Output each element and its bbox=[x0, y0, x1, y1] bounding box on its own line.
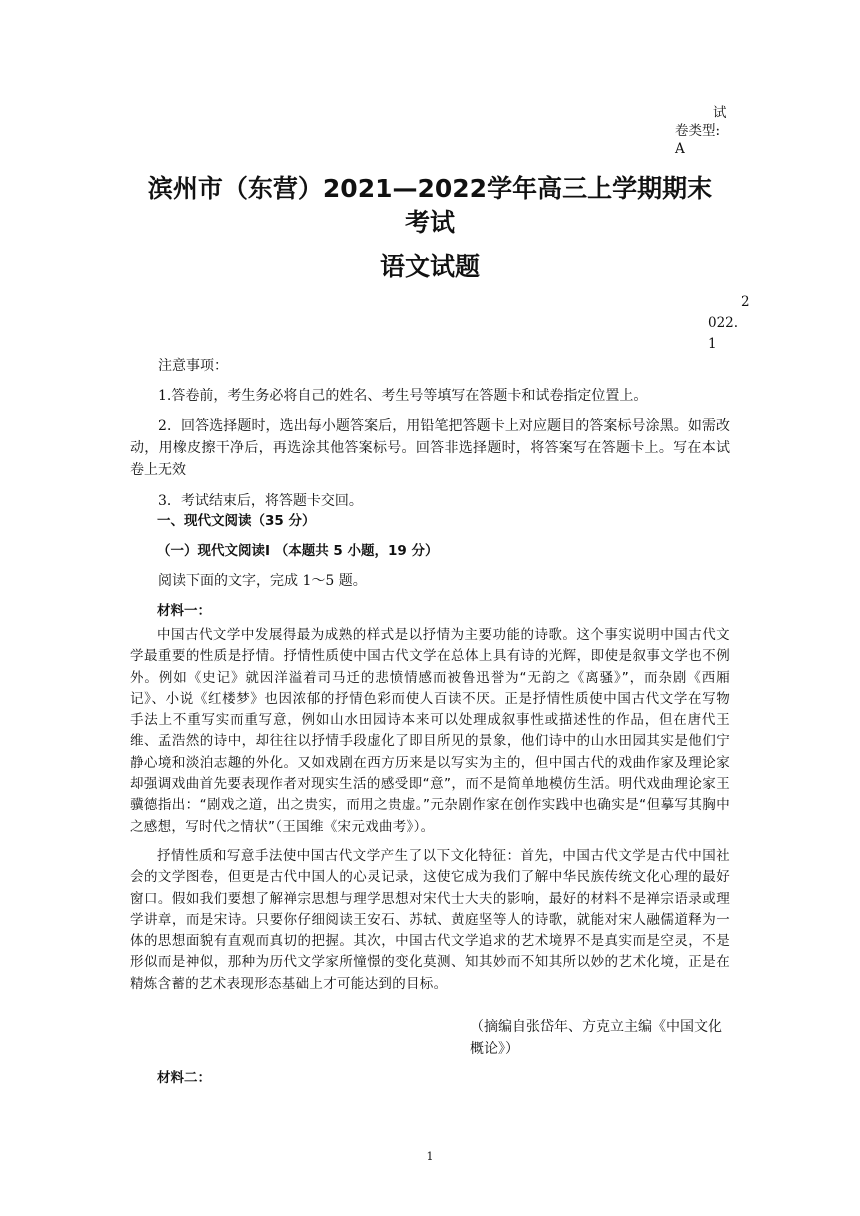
material1-paragraph-2: 抒情性质和写意手法使中国古代文学产生了以下文化特征：首先，中国古代文学是古代中国社会的文学图卷，但更是古代中国人的心灵记录，这使它成为我们了解中华民族传统文化心理的最好窗口。假如我们要想了解禅宗思想与理学思想对宋代士大夫的影响，最好的材料不是禅宗语录或理学讲章，而是宋诗。只要你仔细阅读王安石、苏轼、黄庭坚等人的诗歌，就能对宋人融儒道释为一体的思想面貌有直观而真切的把握。其次，中国古代文学追求的艺术境界不是真实而是空灵，不是形似而是神似，那种为历代文学家所憧憬的变化莫测、知其妙而不知其所以妙的艺术化境，正是在精炼含蓄的艺术表现形态基础上才可能达到的目标。 bbox=[130, 847, 730, 992]
notice-section bbox=[130, 355, 730, 512]
material2-label: 材料二： bbox=[157, 1070, 211, 1086]
material2-block bbox=[130, 1067, 730, 1089]
paper-type-line3: A bbox=[675, 141, 685, 157]
material1-label: 材料一： bbox=[157, 603, 211, 619]
exam-title-line2: 考试 bbox=[404, 208, 455, 237]
paper-type-line2: 卷类型: bbox=[675, 123, 721, 139]
reading-instruction: 阅读下面的文字，完成 1～5 题。 bbox=[158, 573, 367, 589]
subject-title: 语文试题 bbox=[379, 252, 480, 281]
page-number: 1 bbox=[426, 1150, 434, 1163]
material1-paragraph-1: 中国古代文学中发展得最为成熟的样式是以抒情为主要功能的诗歌。这个事实说明中国古代文学最重要的性质是抒情。抒情性质使中国古代文学在总体上具有诗的光辉，即使是叙事文学也不例外。例如《史记》就因洋溢着司马迁的悲愤情感而被鲁迅誉为“无韵之《离骚》”，而杂剧《西厢记》、小说《红楼梦》也因浓郁的抒情色彩而使人百读不厌。正是抒情性质使中国古代文学在写物手法上不重写实而重写意，例如山水田园诗本来可以处理成叙事性或描述性的作品，但在唐代王维、孟浩然的诗中，却往往以抒情手段虚化了即目所见的景象，他们诗中的山水田园其实是他们宁静心境和淡泊志趣的外化。又如戏剧在西方历来是以写实为主的，但中国古代的戏曲作家及理论家却强调戏曲首先要表现作者对现实生活的感受即“意”，而不是简单地模仿生活。明代戏曲理论家王骥德指出：“剧戏之道，出之贵实，而用之贵虚。”元杂剧作家在创作实践中也确实是“但摹写其胸中之感想，写时代之情状”（王国维《宋元戏曲考》）。 bbox=[130, 627, 730, 835]
notice-item-2: 2．回答选择题时，选出每小题答案后，用铅笔把答题卡上对应题目的答案标号涂黑。如需改动，用橡皮擦干净后，再选涂其他答案标号。回答非选择题时，将答案写在答题卡上。写在本试卷上无效 bbox=[130, 418, 730, 478]
material1-body bbox=[130, 625, 730, 995]
exam-date-line3: 1 bbox=[708, 336, 717, 352]
paper-type-line1: 试 bbox=[713, 105, 727, 121]
section1-subheading: （一）现代文阅读Ⅰ （本题共 5 小题，19 分） bbox=[157, 543, 439, 559]
exam-date-line1: 2 bbox=[741, 294, 750, 310]
section1-heading: 一、现代文阅读（35 分） bbox=[157, 513, 316, 529]
notice-item-1: 1.答卷前，考生务必将自己的姓名、考生号等填写在答题卡和试卷指定位置上。 bbox=[158, 388, 648, 404]
exam-date-line2: 022. bbox=[708, 315, 739, 331]
paper-type-label bbox=[675, 104, 735, 158]
exam-title-line1: 滨州市（东营）2021—2022学年高三上学期期末 bbox=[147, 174, 713, 203]
exam-date bbox=[708, 292, 758, 355]
section-heading-block bbox=[130, 510, 730, 622]
notice-heading: 注意事项： bbox=[158, 358, 228, 374]
material1-source: （摘编自张岱年、方克立主编《中国文化概论》） bbox=[470, 1019, 722, 1057]
notice-item-3: 3．考试结束后，将答题卡交回。 bbox=[158, 493, 363, 509]
